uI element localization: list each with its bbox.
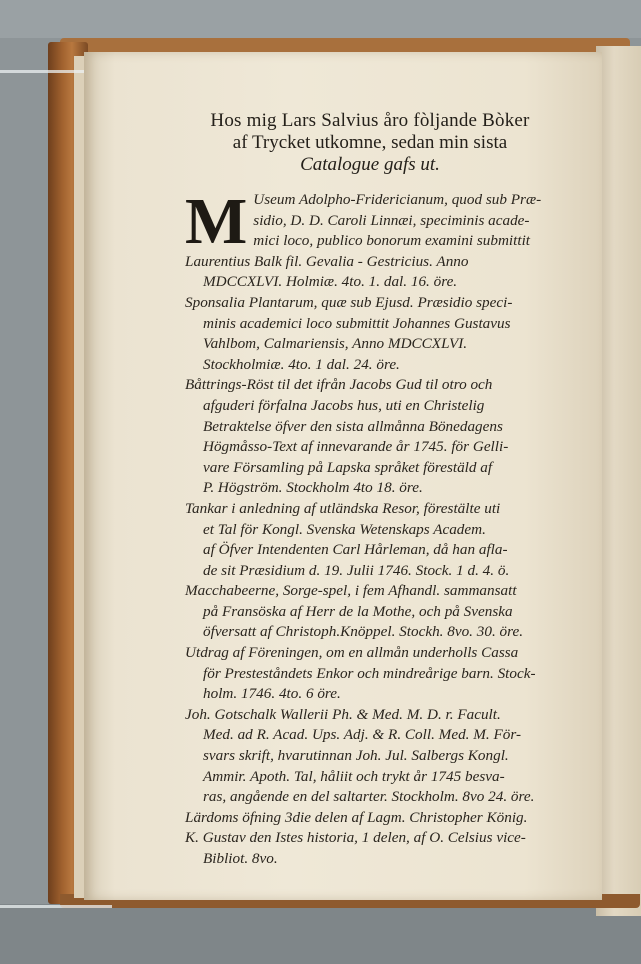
facing-page-edge xyxy=(596,46,641,916)
entry-line: Lärdoms öfning 3die delen af Lagm. Christopher König. xyxy=(185,808,528,826)
list-item xyxy=(185,375,577,499)
entry-line: K. Gustav den Istes historia, 1 delen, af O. Celsius vice- xyxy=(185,829,526,847)
entry-line: Högmåsso-Text af innevarande år 1745. för Gelli- xyxy=(203,438,509,456)
list-item xyxy=(185,705,577,808)
background-top xyxy=(0,0,641,38)
background-bottom xyxy=(0,904,641,964)
entry-line: P. Högström. Stockholm 4to 18. öre. xyxy=(203,479,423,497)
list-item xyxy=(185,293,577,375)
entry-line: ras, angående en del saltarter. Stockholm. 8vo 24. öre. xyxy=(203,788,535,806)
book-list xyxy=(185,190,577,870)
entry-line: et Tal för Kongl. Svenska Wetenskaps Academ. xyxy=(203,520,486,538)
heading-line-2: af Trycket utkomne, sedan min sista xyxy=(232,132,508,153)
list-item xyxy=(185,581,577,643)
entry-line: för Presteståndets Enkor och mindreårige barn. Stock- xyxy=(203,664,536,682)
entry-line: mici loco, publico bonorum examini submittit xyxy=(253,232,531,250)
entry-line: öfversatt af Christoph.Knöppel. Stockh. 8vo. 30. öre. xyxy=(203,623,524,641)
entry-line: Ammir. Apoth. Tal, håliit och trykt år 1745 besva- xyxy=(203,767,505,785)
list-item xyxy=(185,499,577,581)
heading-line-1: Hos mig Lars Salvius åro fòljande Bòker xyxy=(210,110,530,131)
entry-line: på Fransöska af Herr de la Mothe, och på Svenska xyxy=(203,602,513,620)
entry-line: vare Församling på Lapska språket förestäld af xyxy=(203,458,493,476)
entry-line: holm. 1746. 4to. 6 öre. xyxy=(203,685,341,703)
entry-line: Med. ad R. Acad. Ups. Adj. & R. Coll. Med. M. För- xyxy=(203,726,522,744)
entry-line: minis academici loco submittit Johannes Gustavus xyxy=(203,314,511,332)
entry-line: sidio, D. D. Caroli Linnæi, speciminis acade- xyxy=(253,211,530,229)
drop-cap: M xyxy=(185,190,248,258)
entry-line: Vahlbom, Calmariensis, Anno MDCCXLVI. xyxy=(203,335,468,353)
entry-line: Laurentius Balk fil. Gevalia - Gestricius. Anno xyxy=(185,252,469,270)
entry-line: Joh. Gotschalk Wallerii Ph. & Med. M. D. r. Facult. xyxy=(185,705,501,723)
entry-line: Tankar i anledning af utländska Resor, förestälte uti xyxy=(185,499,501,517)
entry-line: de sit Præsidium d. 19. Julii 1746. Stock. 1 d. 4. ö. xyxy=(203,561,510,579)
entry-line: Sponsalia Plantarum, quæ sub Ejusd. Præsidio speci- xyxy=(185,293,513,311)
entry-line: Utdrag af Föreningen, om en allmån underholls Cassa xyxy=(185,644,519,662)
entry-line: Båttrings-Röst til det ifrån Jacobs Gud til otro och xyxy=(185,376,493,394)
entry-line: Bibliot. 8vo. xyxy=(203,850,278,867)
entry-line: afguderi förfalna Jacobs hus, uti en Christelig xyxy=(203,396,485,414)
scan-clip-bottom xyxy=(0,905,112,908)
list-item xyxy=(185,808,577,829)
entry-line: Useum Adolpho-Fridericianum, quod sub Præ- xyxy=(253,191,542,208)
entry-line: Macchabeerne, Sorge-spel, i fem Afhandl. sammansatt xyxy=(185,582,517,600)
entry-line: Betraktelse öfver den sista allmånna Bönedagens xyxy=(203,417,503,435)
list-item xyxy=(185,828,577,869)
list-item xyxy=(185,643,577,705)
entry-line: Stockholmiæ. 4to. 1 dal. 24. öre. xyxy=(203,355,400,373)
entry-line: svars skrift, hvarutinnan Joh. Jul. Salbergs Kongl. xyxy=(203,747,509,765)
page-heading xyxy=(150,110,590,176)
entry-line: af Öfver Intendenten Carl Hårleman, då han afla- xyxy=(203,541,508,559)
list-item xyxy=(185,190,577,293)
heading-line-3: Catalogue gafs ut. xyxy=(300,154,440,175)
entry-line: MDCCXLVI. Holmiæ. 4to. 1. dal. 16. öre. xyxy=(203,273,458,291)
